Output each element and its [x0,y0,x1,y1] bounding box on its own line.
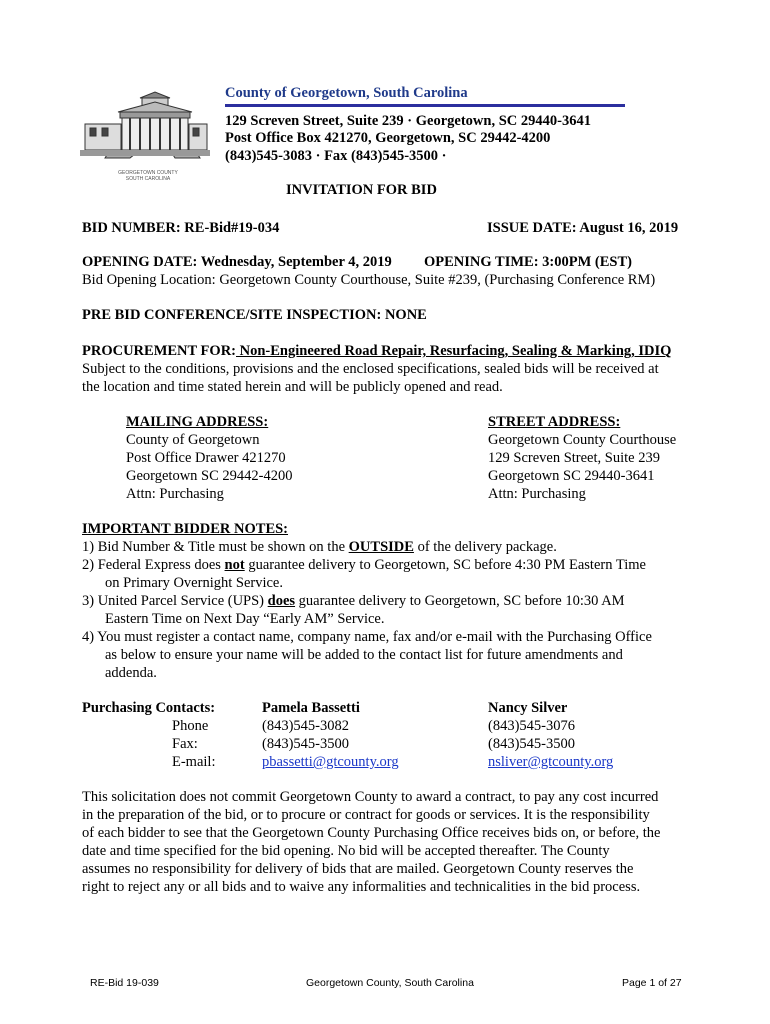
contact-fax: (843)545-3500 [488,736,575,752]
header-rule [225,104,625,107]
opening-time: OPENING TIME: 3:00PM (EST) [424,254,632,270]
disclaimer-line: right to reject any or all bids and to waive any informalities and technicalities in the bid process. [82,879,641,895]
note-4-cont: addenda. [105,665,157,681]
subject-line-2: the location and time stated herein and will be publicly opened and read. [82,379,503,395]
notes-heading: IMPORTANT BIDDER NOTES: [82,521,289,537]
header-address-2: Post Office Box 421270, Georgetown, SC 29442-4200 [225,130,551,146]
logo-caption: GEORGETOWN COUNTY SOUTH CAROLINA [118,170,178,182]
disclaimer-line: assumes no responsibility for delivery of bids that are mailed. Georgetown County reserves the [82,861,634,877]
contact-phone: (843)545-3082 [262,718,349,734]
contact-phone: (843)545-3076 [488,718,575,734]
note-4: 4) You must register a contact name, company name, fax and/or e-mail with the Purchasing Office [82,629,652,645]
note-2: 2) Federal Express does not guarantee delivery to Georgetown, SC before 4:30 PM Eastern Time [82,557,646,573]
contact-name: Pamela Bassetti [262,700,360,716]
disclaimer-line: date and time specified for the bid opening. No bid will be accepted thereafter. The County [82,843,610,859]
footer-page-number: Page 1 of 27 [622,977,682,989]
disclaimer-line: of each bidder to see that the Georgetown County Purchasing Office receives bids on, or before, the [82,825,661,841]
contact-fax: (843)545-3500 [262,736,349,752]
footer-county: Georgetown County, South Carolina [306,977,474,989]
mailing-heading: MAILING ADDRESS: [126,414,269,430]
mailing-line: Attn: Purchasing [126,486,224,502]
opening-location: Bid Opening Location: Georgetown County Courthouse, Suite #239, (Purchasing Conference RM) [82,272,656,288]
issue-date: ISSUE DATE: August 16, 2019 [487,220,679,236]
note-2-cont: on Primary Overnight Service. [105,575,283,591]
prebid-conference: PRE BID CONFERENCE/SITE INSPECTION: NONE [82,307,427,323]
street-line: Georgetown County Courthouse [488,432,677,448]
note-3: 3) United Parcel Service (UPS) does guarantee delivery to Georgetown, SC before 10:30 AM [82,593,625,609]
procurement-title: Non-Engineered Road Repair, Resurfacing, Sealing & Marking, IDIQ [236,343,672,359]
header-phone: (843)545-3083 · Fax (843)545-3500 · [225,148,447,164]
note-4-cont: as below to ensure your name will be added to the contact list for future amendments and [105,647,623,663]
street-line: 129 Screven Street, Suite 239 [488,450,660,466]
header-address-1: 129 Screven Street, Suite 239 · Georgetown, SC 29440-3641 [225,113,591,129]
mailing-line: Post Office Drawer 421270 [126,450,286,466]
fax-label: Fax: [172,736,198,752]
page-title: INVITATION FOR BID [286,182,437,198]
contact-email-link[interactable]: pbassetti@gtcounty.org [262,754,399,770]
phone-label: Phone [172,718,209,734]
disclaimer-line: This solicitation does not commit Georgetown County to award a contract, to pay any cost incurred [82,789,659,805]
contacts-label: Purchasing Contacts: [82,700,216,716]
procurement-label: PROCUREMENT FOR: [82,343,236,359]
contact-name: Nancy Silver [488,700,568,716]
contact-email-link[interactable]: nsliver@gtcounty.org [488,754,614,770]
disclaimer-line: in the preparation of the bid, or to procure or contract for goods or services. It is the responsibility [82,807,650,823]
opening-date: OPENING DATE: Wednesday, September 4, 2019 [82,254,392,270]
footer-bid-ref: RE-Bid 19-039 [90,977,159,989]
county-name: County of Georgetown, South Carolina [225,85,468,101]
procurement-line [82,342,671,360]
street-heading: STREET ADDRESS: [488,414,621,430]
street-line: Georgetown SC 29440-3641 [488,468,655,484]
mailing-line: Georgetown SC 29442-4200 [126,468,293,484]
bid-number: BID NUMBER: RE-Bid#19-034 [82,220,280,236]
note-3-cont: Eastern Time on Next Day “Early AM” Service. [105,611,385,627]
subject-line-1: Subject to the conditions, provisions and the enclosed specifications, sealed bids will be received at [82,361,659,377]
street-line: Attn: Purchasing [488,486,586,502]
email-label: E-mail: [172,754,216,770]
note-1: 1) Bid Number & Title must be shown on the OUTSIDE of the delivery package. [82,539,557,555]
mailing-line: County of Georgetown [126,432,260,448]
